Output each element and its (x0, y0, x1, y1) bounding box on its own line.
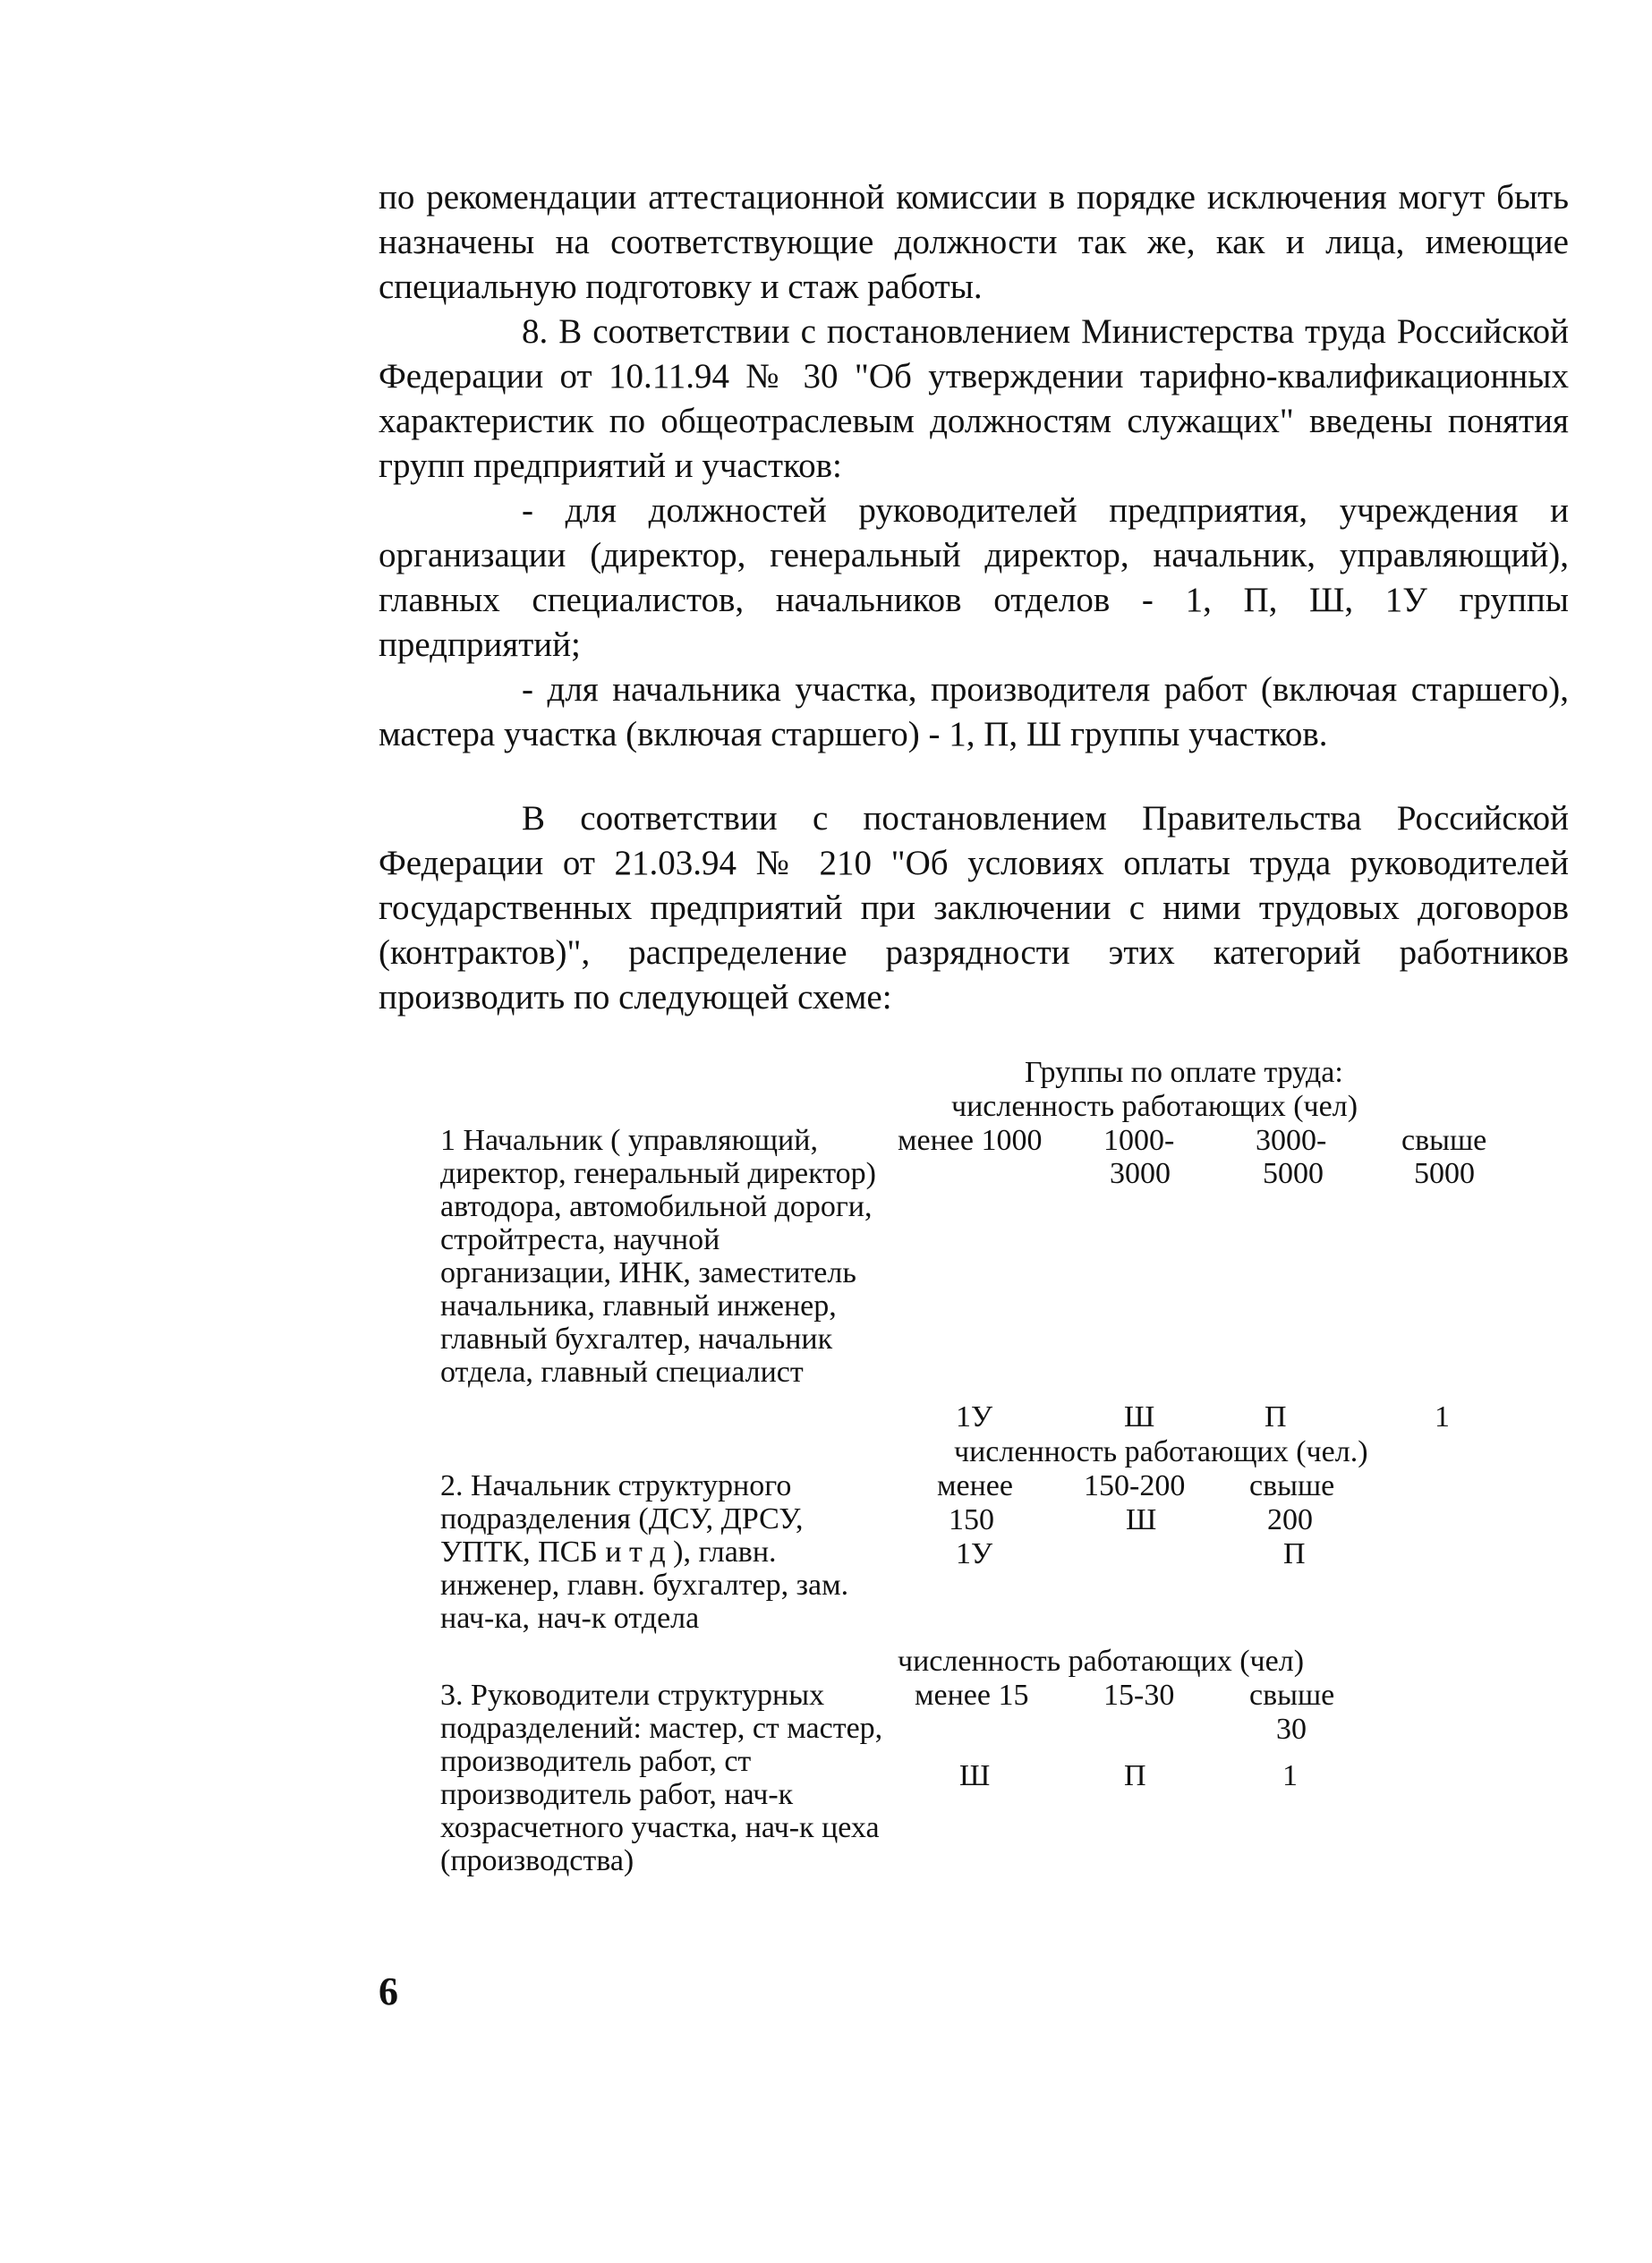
row3-grade-2: П (1124, 1759, 1146, 1792)
paragraph-section-groups: - для начальника участка, производителя работ (включая старшего), мастера участка (включая старшего) - 1, П, Ш группы участков. (379, 670, 1569, 753)
row2-col1-label-b: 150 (949, 1503, 994, 1536)
row1-grade-2: Ш (1124, 1400, 1155, 1434)
table-header-groups: Группы по оплате труда: (1025, 1056, 1343, 1089)
row3-col3-label-a: свыше (1249, 1679, 1335, 1712)
row1-grade-3: П (1265, 1400, 1287, 1434)
row1-grade-1: 1У (956, 1400, 993, 1434)
row2-col2-label-b: Ш (1126, 1503, 1157, 1536)
row1-col3-label-a: 3000- (1256, 1124, 1327, 1157)
row1-col2-label-b: 3000 (1110, 1157, 1171, 1190)
paragraph-8: 8. В соответствии с постановлением Министерства труда Российской Федерации от 10.11.94 № 30 "Об утверждении тарифно-квалификационных характеристик по общеотраслевым должностям служащих" введены понятия групп предприятий и участков: (379, 312, 1569, 485)
row2-col2-label-a: 150-200 (1084, 1469, 1186, 1502)
row2-grade-1: 1У (956, 1537, 993, 1570)
row2-col3-label-b: 200 (1267, 1503, 1313, 1536)
row1-col4-label-a: свыше (1401, 1124, 1487, 1157)
row1-grade-4: 1 (1435, 1400, 1450, 1434)
row3-subheader: численность работающих (чел) (898, 1645, 1305, 1678)
table-header-count: численность работающих (чел) (951, 1090, 1358, 1123)
row2-description: 2. Начальник структурного подразделения (ДСУ, ДРСУ, УПТК, ПСБ и т д ), главн. инженер, главн. бухгалтер, зам. нач-ка, нач-к отдела (440, 1469, 849, 1635)
paragraph-government-decree: В соответствии с постановлением Правительства Российской Федерации от 21.03.94 № 210 "Об условиях оплаты труда руководителей государственных предприятий при заключении с ними трудовых договоров (контрактов)", распределение разрядности этих категорий работников производить по следующей схеме: (379, 799, 1569, 1017)
paragraph-enterprise-groups: - для должностей руководителей предприятия, учреждения и организации (директор, генеральный директор, начальник, управляющий), главных специалистов, начальников отделов - 1, П, Ш, 1У группы предприятий; (379, 491, 1569, 664)
row2-col1-label-a: менее (937, 1469, 1013, 1502)
page-number: 6 (379, 1969, 398, 2013)
row3-col2-label: 15-30 (1103, 1679, 1175, 1712)
row1-col3-label-b: 5000 (1263, 1157, 1324, 1190)
paragraph-intro: по рекомендации аттестационной комиссии в порядке исключения могут быть назначены на соответствующие должности так же, как и лица, имеющие специальную подготовку и стаж работы. (379, 178, 1569, 306)
row1-col2-label-a: 1000- (1103, 1124, 1175, 1157)
row2-subheader: численность работающих (чел.) (954, 1435, 1368, 1468)
row3-grade-3: 1 (1282, 1759, 1298, 1792)
row2-grade-2: П (1283, 1537, 1306, 1570)
row3-description: 3. Руководители структурных подразделений: мастер, ст мастер, производитель работ, ст производитель работ, нач-к хозрасчетного участка, нач-к цеха (производства) (440, 1679, 883, 1877)
row3-col1-label: менее 15 (915, 1679, 1029, 1712)
row1-col1-label: менее 1000 (898, 1124, 1043, 1157)
row1-description: 1 Начальник ( управляющий, директор, генеральный директор) автодора, автомобильной дороги, стройтреста, научной организации, ИНК, заместитель начальника, главный инженер, главный бухгалтер, начальник отдела, главный специалист (440, 1124, 876, 1389)
row1-col4-label-b: 5000 (1414, 1157, 1475, 1190)
row3-col3-label-b: 30 (1276, 1713, 1307, 1746)
row3-grade-1: Ш (959, 1759, 991, 1792)
row2-col3-label-a: свыше (1249, 1469, 1335, 1502)
